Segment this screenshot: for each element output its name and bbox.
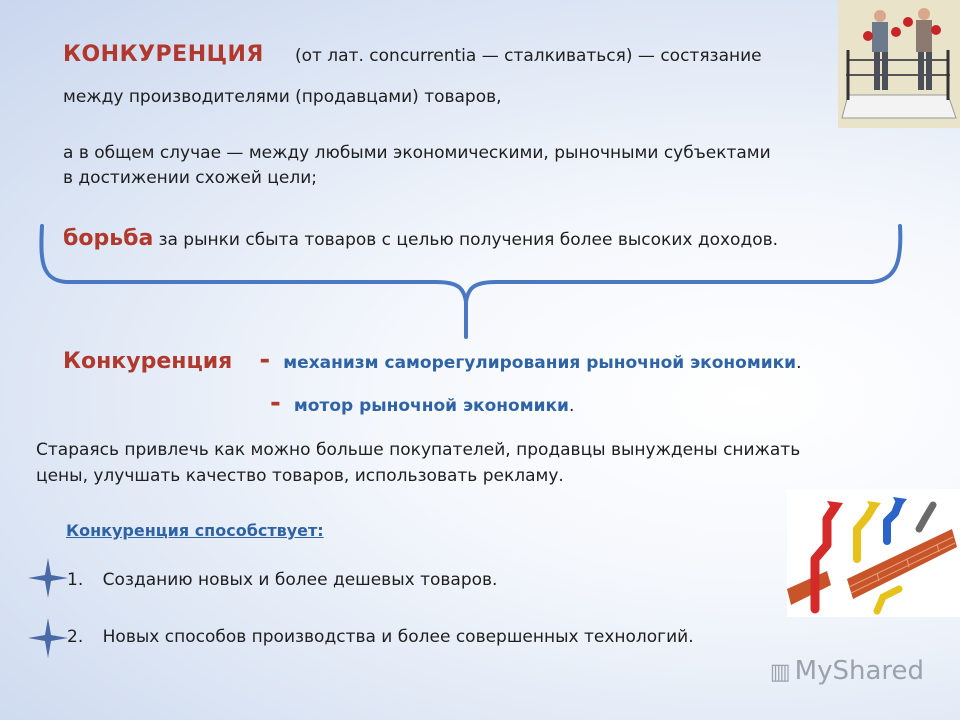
role2-period: . <box>568 396 575 416</box>
role-line2 <box>270 388 574 418</box>
logo-icon: ▥ <box>769 660 791 685</box>
role2-dash: - <box>270 388 281 418</box>
list-item-number: 1. <box>67 570 84 590</box>
etymology-text: (от лат. concurrentia — сталкиваться) — состязание <box>294 46 762 66</box>
definition-line2: между производителями (продавцами) товаров, <box>63 87 502 107</box>
role2-text: мотор рыночной экономики <box>293 396 569 416</box>
role1-dash: - <box>259 345 271 375</box>
myshared-logo <box>770 656 924 686</box>
roles-term: Конкуренция <box>63 349 233 374</box>
definition-line1 <box>63 42 762 68</box>
role1-text: механизм саморегулирования рыночной экономики <box>283 353 797 373</box>
term-title: КОНКУРЕНЦИЯ <box>63 42 264 67</box>
struggle-word: борьба <box>63 226 154 251</box>
explanation-line2: цены, улучшать качество товаров, использовать рекламу. <box>36 466 564 486</box>
struggle-text: за рынки сбыта товаров с целью получения более высоких доходов. <box>158 230 779 250</box>
explanation-line1: Стараясь привлечь как можно больше покупателей, продавцы вынуждены снижать <box>36 440 801 460</box>
curly-brace <box>36 222 912 342</box>
boxers-image <box>838 0 960 128</box>
star-bullet-icon <box>28 618 68 658</box>
logo-text: MyShared <box>794 656 924 686</box>
arrows-wall-image <box>787 489 960 617</box>
general-line2: в достижении схожей цели; <box>63 168 317 188</box>
list-item-text: Новых способов производства и более совершенных технологий. <box>102 627 694 647</box>
list-item <box>67 568 497 592</box>
star-bullet-icon <box>28 558 68 598</box>
general-line1: а в общем случае — между любыми экономическими, рыночными субъектами <box>63 143 771 163</box>
list-item <box>67 625 694 649</box>
role-line1 <box>63 345 802 375</box>
list-item-number: 2. <box>67 627 84 647</box>
role1-period: . <box>796 353 802 373</box>
list-item-text: Созданию новых и более дешевых товаров. <box>102 570 498 590</box>
promotes-heading: Конкуренция способствует: <box>66 521 324 540</box>
